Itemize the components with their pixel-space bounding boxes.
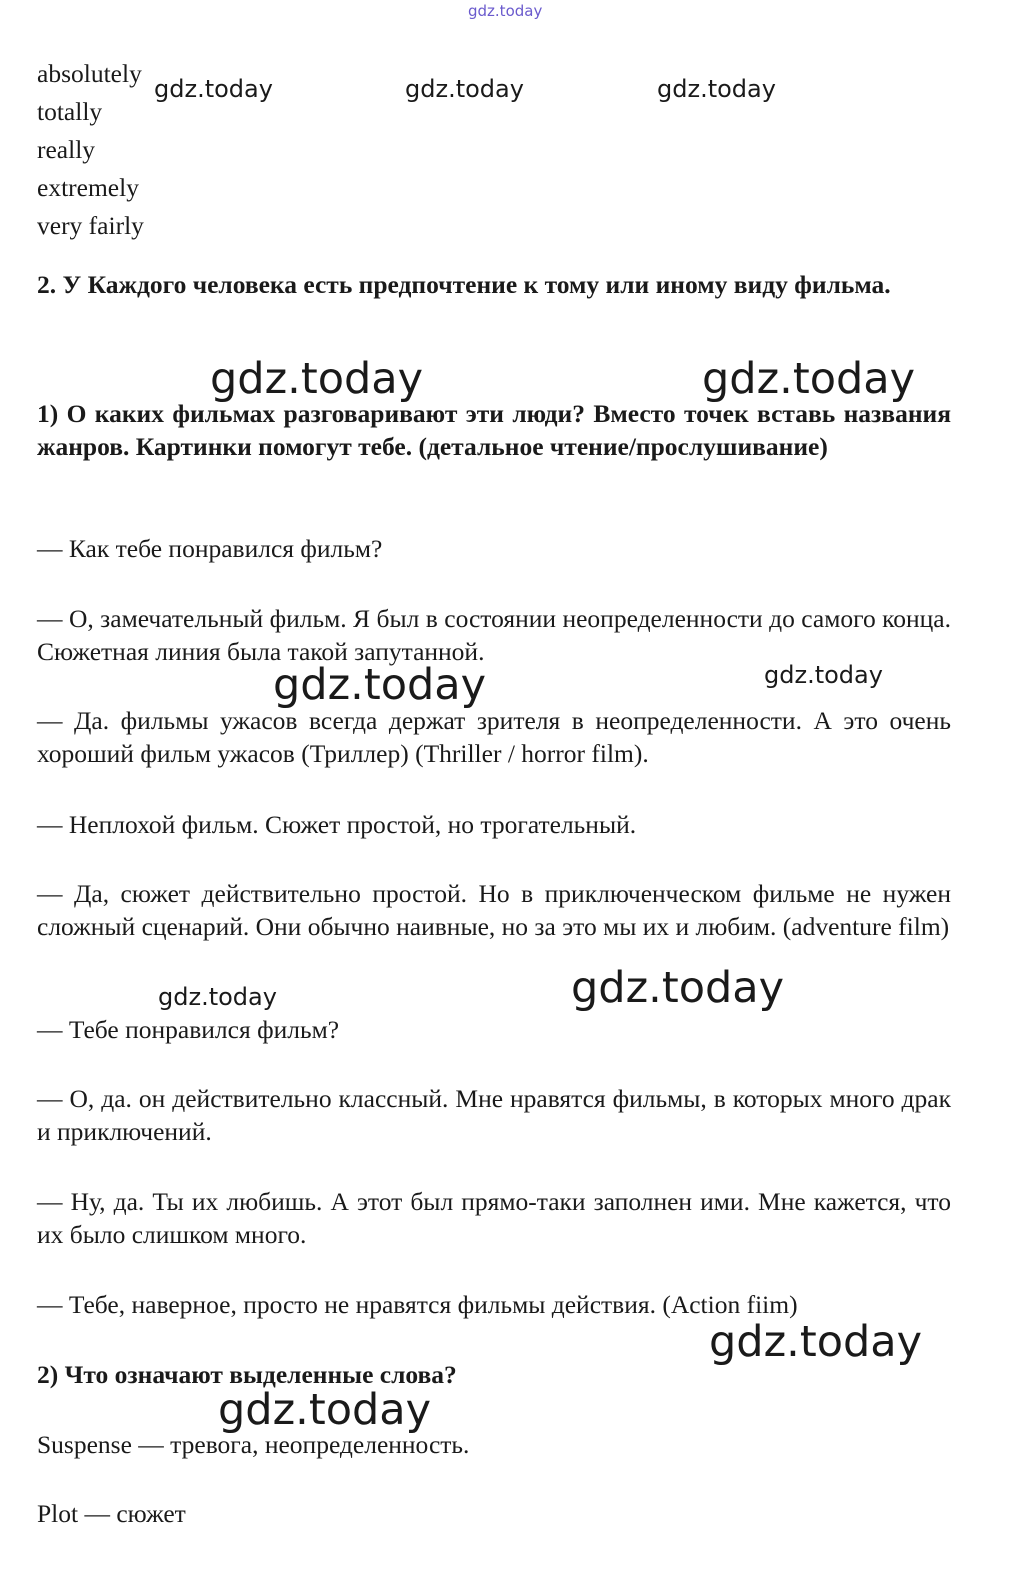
definition-line: Suspense — тревога, неопределенность. <box>37 1430 470 1459</box>
definition-line: Plot — сюжет <box>37 1499 186 1528</box>
watermark: gdz.today <box>657 75 776 103</box>
dialogue-line: — Тебе понравился фильм? <box>37 1015 340 1044</box>
dialogue-line: — Тебе, наверное, просто не нравятся фильмы действия. (Action fiim) <box>37 1290 798 1319</box>
watermark: gdz.today <box>154 75 273 103</box>
watermark: gdz.today <box>218 1385 432 1435</box>
subtask-2-heading: 2) Что означают выделенные слова? <box>37 1360 457 1389</box>
watermark: gdz.today <box>709 1317 923 1367</box>
adverb-item: really <box>37 135 96 164</box>
adverb-list <box>37 55 144 245</box>
watermark-top: gdz.today <box>468 2 543 20</box>
watermark: gdz.today <box>210 354 424 404</box>
subtask-1-instructions: 1) О каких фильмах разговаривают эти люди? Вместо точек вставь названия жанров. Картинки помогут тебе. (детальное чтение/прослушивание) <box>37 399 951 461</box>
dialogue-line: — О, замечательный фильм. Я был в состоянии неопределенности до самого конца. Сюжетная линия была такой запутанной. <box>37 604 951 666</box>
dialogue-line: — Ну, да. Ты их любишь. А этот был прямо-таки заполнен ими. Мне кажется, что их было слишком много. <box>37 1187 951 1249</box>
dialogue-line: — Как тебе понравился фильм? <box>37 534 383 563</box>
watermark: gdz.today <box>273 660 487 710</box>
dialogue-line: — О, да. он действительно классный. Мне нравятся фильмы, в которых много драк и приключений. <box>37 1084 951 1146</box>
adverb-item: absolutely <box>37 59 142 88</box>
task-heading: 2. У Каждого человека есть предпочтение к тому или иному виду фильма. <box>37 270 891 299</box>
watermark: gdz.today <box>405 75 524 103</box>
dialogue-line: — Да, сюжет действительно простой. Но в приключенческом фильме не нужен сложный сценарий. Они обычно наивные, но за это мы их и любим. (adventure film) <box>37 879 951 941</box>
adverb-item: totally <box>37 97 103 126</box>
watermark: gdz.today <box>702 354 916 404</box>
watermark: gdz.today <box>571 963 785 1013</box>
dialogue-line: — Неплохой фильм. Сюжет простой, но трогательный. <box>37 810 637 839</box>
dialogue-line: — Да. фильмы ужасов всегда держат зрителя в неопределенности. А это очень хороший фильм ужасов (Триллер) (Thriller / horror film). <box>37 706 951 768</box>
adverb-item: very fairly <box>37 211 144 240</box>
adverb-item: extremely <box>37 173 139 202</box>
watermark: gdz.today <box>158 983 277 1011</box>
watermark: gdz.today <box>764 661 883 689</box>
